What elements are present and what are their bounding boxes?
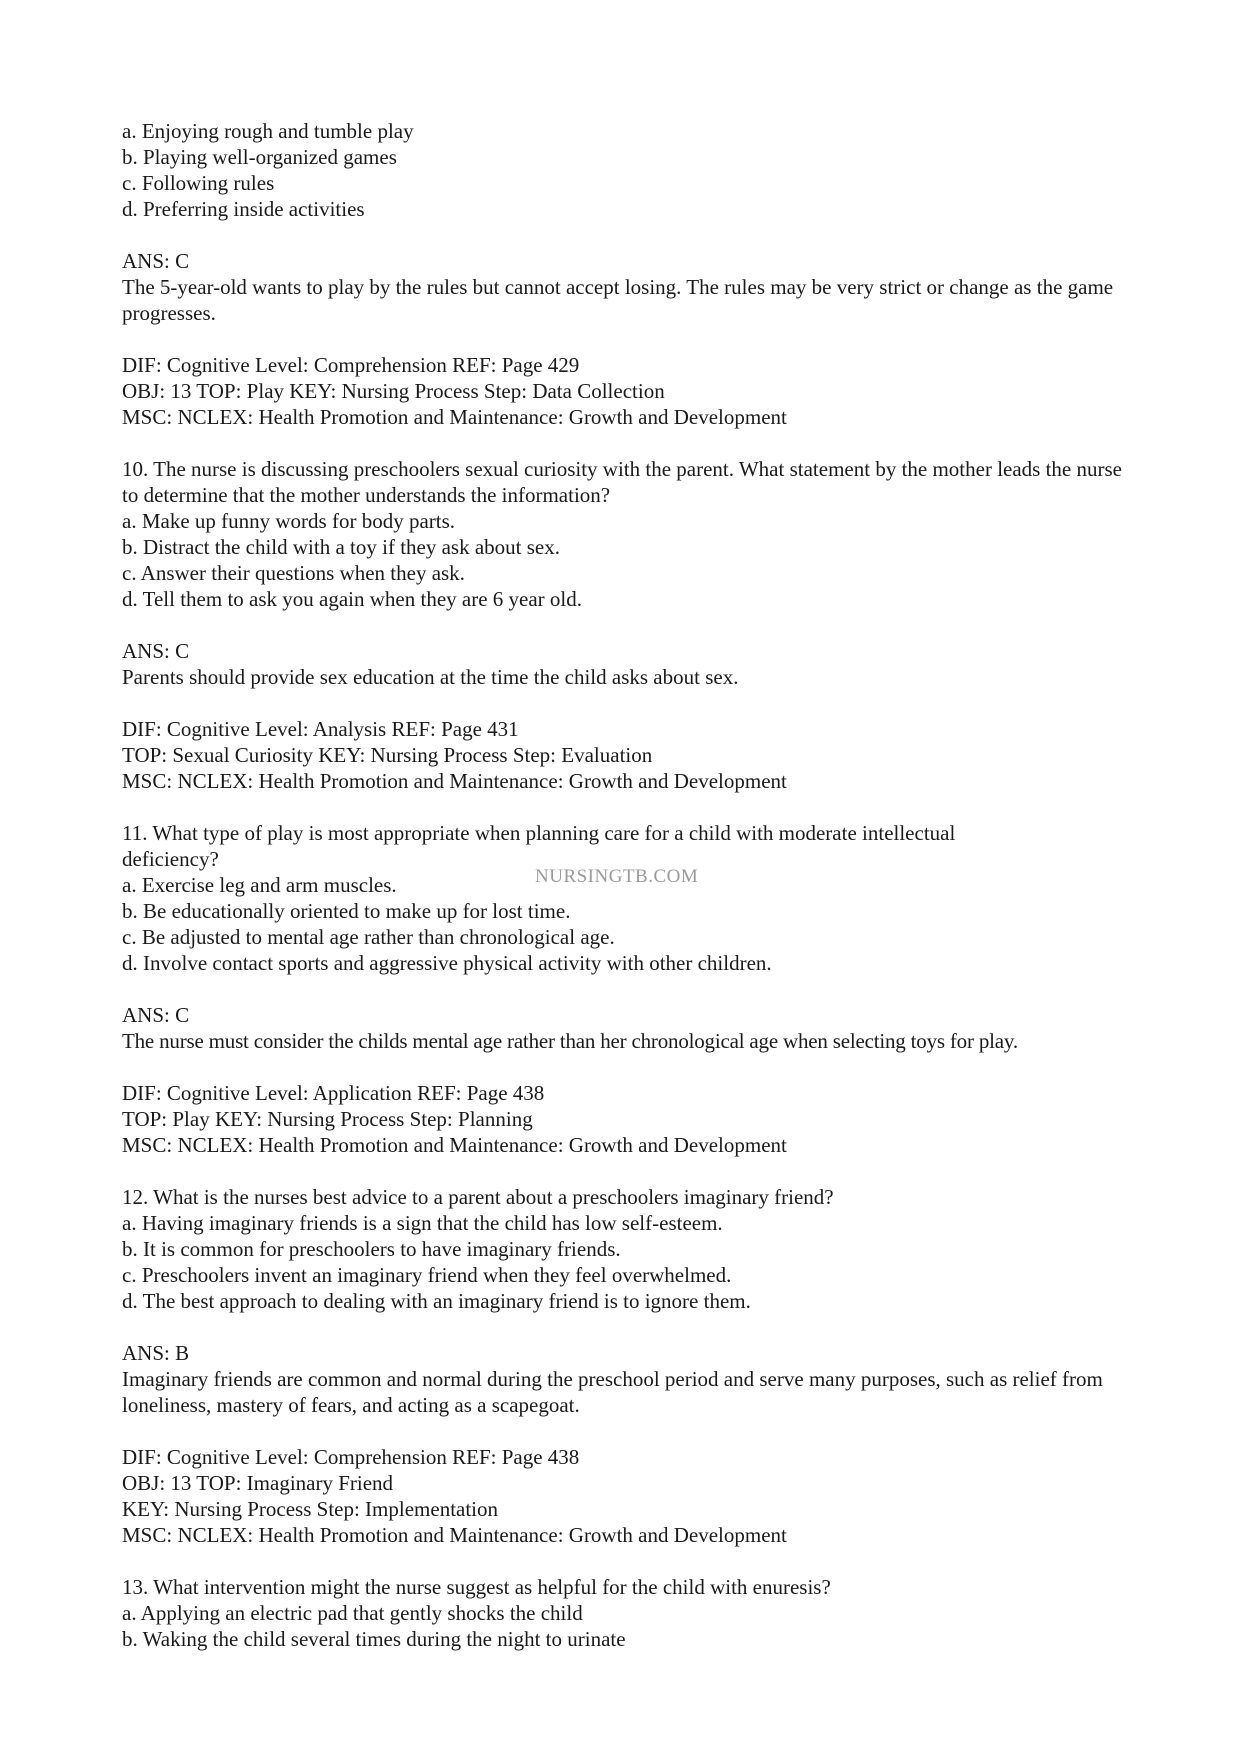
- option-b: b. Playing well-organized games: [122, 145, 397, 169]
- question-11-meta: [122, 1080, 1132, 1158]
- option-b: b. Distract the child with a toy if they ask about sex.: [122, 535, 560, 559]
- option-d: d. Involve contact sports and aggressive physical activity with other children.: [122, 951, 772, 975]
- question-12-meta: [122, 1444, 1132, 1548]
- meta-msc: MSC: NCLEX: Health Promotion and Maintenance: Growth and Development: [122, 769, 787, 793]
- option-c: c. Answer their questions when they ask.: [122, 561, 465, 585]
- question-9-meta: [122, 352, 1132, 430]
- meta-top: TOP: Play KEY: Nursing Process Step: Planning: [122, 1107, 533, 1131]
- meta-obj: OBJ: 13 TOP: Imaginary Friend: [122, 1471, 394, 1495]
- rationale: Imaginary friends are common and normal during the preschool period and serve many purposes, such as relief from loneliness, mastery of fears, and acting as a scapegoat.: [122, 1367, 1103, 1417]
- option-d: d. The best approach to dealing with an imaginary friend is to ignore them.: [122, 1289, 751, 1313]
- meta-dif: DIF: Cognitive Level: Comprehension REF: Page 438: [122, 1445, 580, 1469]
- question-10: [122, 456, 1132, 612]
- answer: ANS: C: [122, 1003, 190, 1027]
- meta-obj: OBJ: 13 TOP: Play KEY: Nursing Process Step: Data Collection: [122, 379, 665, 403]
- option-d: d. Preferring inside activities: [122, 197, 365, 221]
- meta-msc: MSC: NCLEX: Health Promotion and Maintenance: Growth and Development: [122, 405, 787, 429]
- question-10-answer: [122, 638, 1132, 690]
- option-a: a. Make up funny words for body parts.: [122, 509, 456, 533]
- answer: ANS: C: [122, 249, 190, 273]
- option-a: a. Applying an electric pad that gently shocks the child: [122, 1601, 583, 1625]
- question-stem: 10. The nurse is discussing preschoolers sexual curiosity with the parent. What statement by the mother leads the nurse to determine that the mother understands the information?: [122, 457, 1122, 507]
- question-12-answer: [122, 1340, 1132, 1418]
- document-content: [122, 118, 1132, 1678]
- rationale: The nurse must consider the childs mental age rather than her chronological age when selecting toys for play.: [122, 1029, 1018, 1053]
- option-b: b. Waking the child several times during the night to urinate: [122, 1627, 626, 1651]
- question-9-answer: [122, 248, 1132, 326]
- meta-top: TOP: Sexual Curiosity KEY: Nursing Process Step: Evaluation: [122, 743, 653, 767]
- question-11-answer: [122, 1002, 1132, 1054]
- question-10-meta: [122, 716, 1132, 794]
- option-a: a. Enjoying rough and tumble play: [122, 119, 414, 143]
- option-a: a. Having imaginary friends is a sign that the child has low self-esteem.: [122, 1211, 723, 1235]
- option-d: d. Tell them to ask you again when they are 6 year old.: [122, 587, 583, 611]
- meta-msc: MSC: NCLEX: Health Promotion and Maintenance: Growth and Development: [122, 1523, 787, 1547]
- option-a: a. Exercise leg and arm muscles.: [122, 873, 397, 897]
- question-stem: 13. What intervention might the nurse suggest as helpful for the child with enuresis?: [122, 1575, 831, 1599]
- watermark: NURSINGTB.COM: [535, 866, 699, 887]
- question-11: [122, 820, 1132, 976]
- meta-dif: DIF: Cognitive Level: Application REF: Page 438: [122, 1081, 545, 1105]
- question-12: [122, 1184, 1132, 1314]
- option-c: c. Preschoolers invent an imaginary friend when they feel overwhelmed.: [122, 1263, 732, 1287]
- option-c: c. Following rules: [122, 171, 275, 195]
- meta-key: KEY: Nursing Process Step: Implementation: [122, 1497, 499, 1521]
- option-b: b. Be educationally oriented to make up for lost time.: [122, 899, 571, 923]
- question-stem: 11. What type of play is most appropriate when planning care for a child with moderate intellectual deficiency?: [122, 821, 956, 871]
- option-b: b. It is common for preschoolers to have imaginary friends.: [122, 1237, 621, 1261]
- answer: ANS: B: [122, 1341, 190, 1365]
- question-9-options: [122, 118, 1132, 222]
- meta-dif: DIF: Cognitive Level: Analysis REF: Page 431: [122, 717, 519, 741]
- meta-msc: MSC: NCLEX: Health Promotion and Maintenance: Growth and Development: [122, 1133, 787, 1157]
- meta-dif: DIF: Cognitive Level: Comprehension REF: Page 429: [122, 353, 580, 377]
- question-13: [122, 1574, 1132, 1652]
- option-c: c. Be adjusted to mental age rather than chronological age.: [122, 925, 615, 949]
- rationale: Parents should provide sex education at the time the child asks about sex.: [122, 665, 739, 689]
- rationale: The 5-year-old wants to play by the rules but cannot accept losing. The rules may be very strict or change as the game progresses.: [122, 275, 1114, 325]
- question-stem: 12. What is the nurses best advice to a parent about a preschoolers imaginary friend?: [122, 1185, 834, 1209]
- answer: ANS: C: [122, 639, 190, 663]
